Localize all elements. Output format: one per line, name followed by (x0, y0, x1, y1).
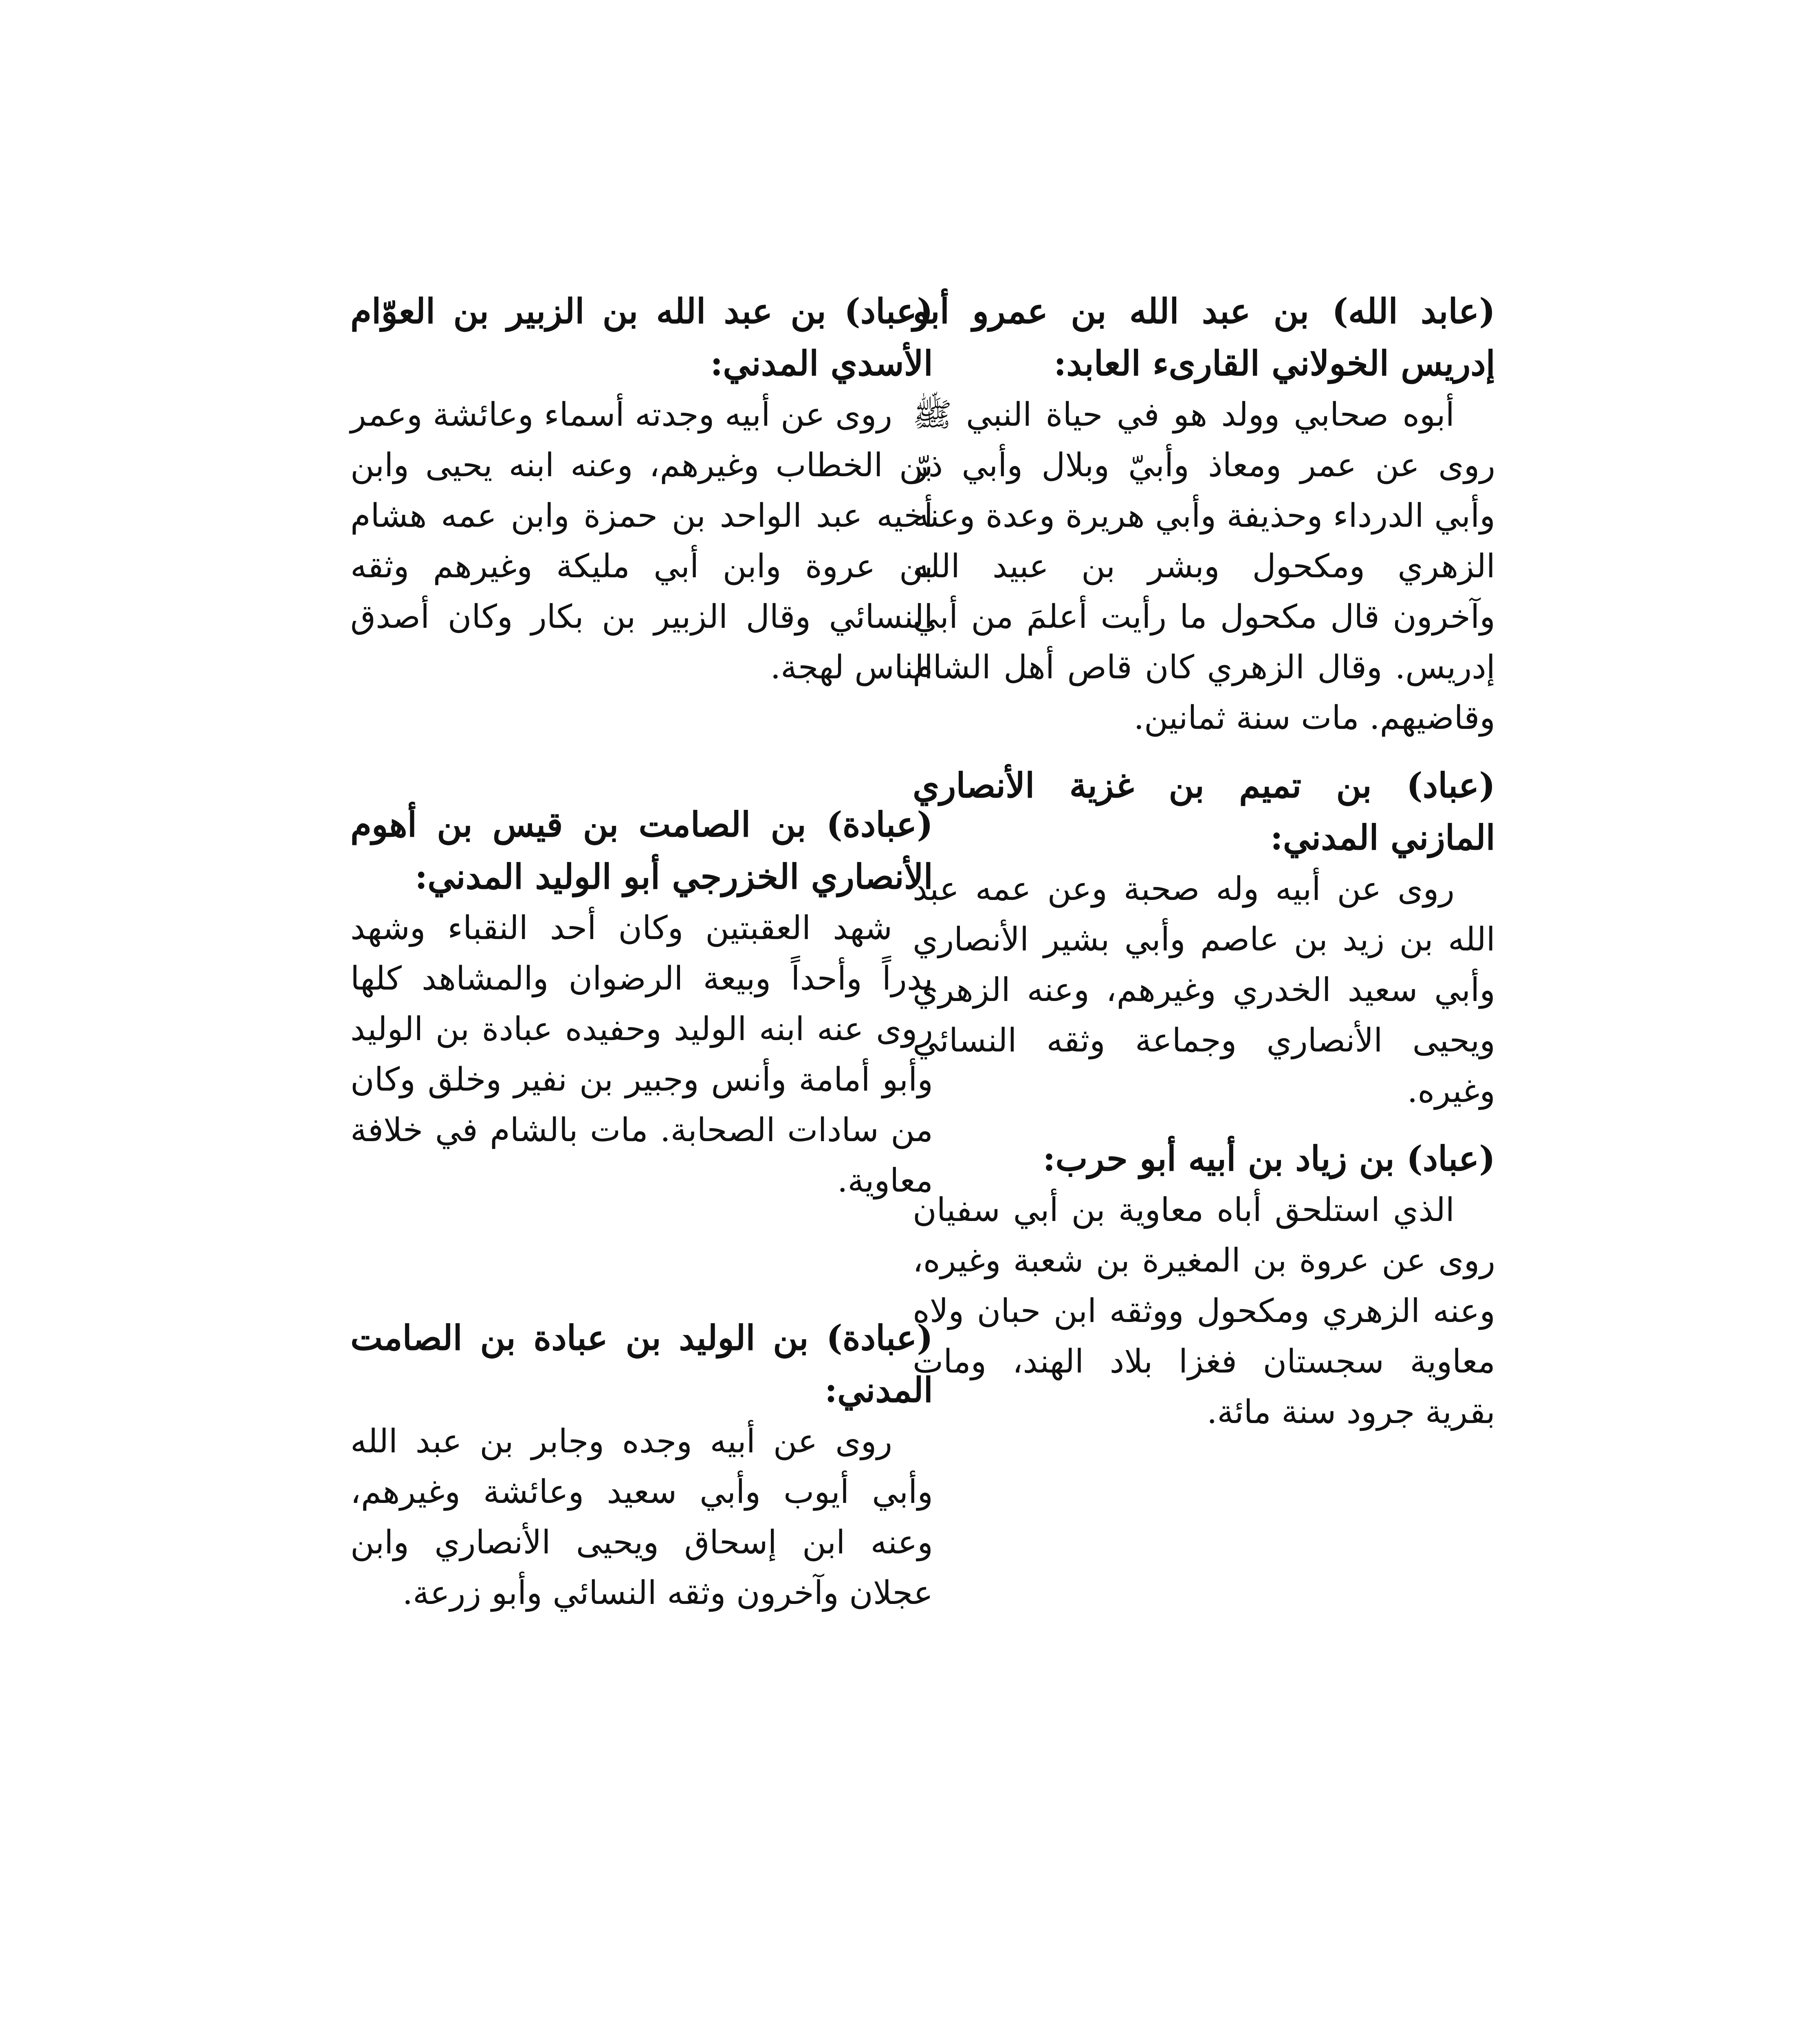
spacer (913, 743, 1495, 759)
entry-text: أبوه صحابي وولد هو في حياة النبي ﷺ روى عن عمر ومعاذ وأبيّ وبلال وأبي ذرّ وأبي الدرداء وحذيفة وأبي هريرة وعدة وعنه الزهري ومكحول وبشر بن عبيد الله وآخرون قال مكحول ما رأيت أعلمَ من أبي إدريس. وقال الزهري كان قاص أهل الشام وقاضيهم. مات سنة ثمانين. (913, 396, 1495, 737)
spacer (913, 1116, 1495, 1133)
entry-ubada-bin-walid (350, 1312, 933, 1618)
entry-text: شهد العقبتين وكان أحد النقباء وشهد بدراً وأحداً وبيعة الرضوان والمشاهد كلها روى عنه ابنه الوليد وحفيده عبادة بن الوليد وأبو أمامة وأنس وجبير بن نفير وخلق وكان من سادات الصحابة. مات بالشام في خلافة معاوية. (350, 909, 933, 1199)
entry-text: روى عن أبيه وله صحبة وعن عمه عبد الله بن زيد بن عاصم وأبي بشير الأنصاري وأبي سعيد الخدري وغيرهم، وعنه الزهري ويحيى الأنصاري وجماعة وثقه النسائي وغيره. (913, 870, 1495, 1110)
entry-text: الذي استلحق أباه معاوية بن أبي سفيان روى عن عروة بن المغيرة بن شعبة وغيره، وعنه الزهري ومكحول ووثقه ابن حبان ولاه معاوية سجستان فغزا بلاد الهند، ومات بقرية جرود سنة مائة. (913, 1191, 1495, 1431)
entry-heading: (عباد) بن عبد الله بن الزبير بن العوّام الأسدي المدني: (350, 291, 933, 383)
entry-heading: (عبادة) بن الوليد بن عبادة بن الصامت المدني: (350, 1318, 933, 1410)
spacer (350, 1206, 933, 1312)
entry-text: روى عن أبيه وجدته أسماء وعائشة وعمر بن الخطاب وغيرهم، وعنه ابنه يحيى وابن أخيه عبد الواحد بن حمزة وابن عمه هشام بن عروة وابن أبي مليكة وغيرهم وثقه النسائي وقال الزبير بن بكار وكان أصدق الناس لهجة. (350, 396, 933, 686)
entry-heading: (عباد) بن زياد بن أبيه أبو حرب: (1043, 1138, 1495, 1179)
entry-abbad-bin-tamim (913, 759, 1495, 1116)
entry-text: روى عن أبيه وجده وجابر بن عبد الله وأبي أيوب وأبي سعيد وعائشة وغيرهم، وعنه ابن إسحاق ويحيى الأنصاري وابن عجلان وآخرون وثقه النسائي وأبو زرعة. (350, 1422, 933, 1612)
entry-heading: (عباد) بن تميم بن غزية الأنصاري المازني المدني: (913, 765, 1495, 858)
spacer (350, 693, 933, 799)
entry-heading: (عابد الله) بن عبد الله بن عمرو أبو إدريس الخولاني القارىء العابد: (913, 291, 1495, 383)
right-column (913, 285, 1495, 1437)
entry-abbad-bin-abdullah (350, 285, 933, 693)
entry-ubada-bin-samit (350, 799, 933, 1206)
entry-abid-allah (913, 285, 1495, 743)
entry-abbad-bin-ziyad (913, 1133, 1495, 1437)
entry-heading: (عبادة) بن الصامت بن قيس بن أهوم الأنصاري الخزرجي أبو الوليد المدني: (350, 804, 933, 897)
left-column (350, 285, 933, 1618)
